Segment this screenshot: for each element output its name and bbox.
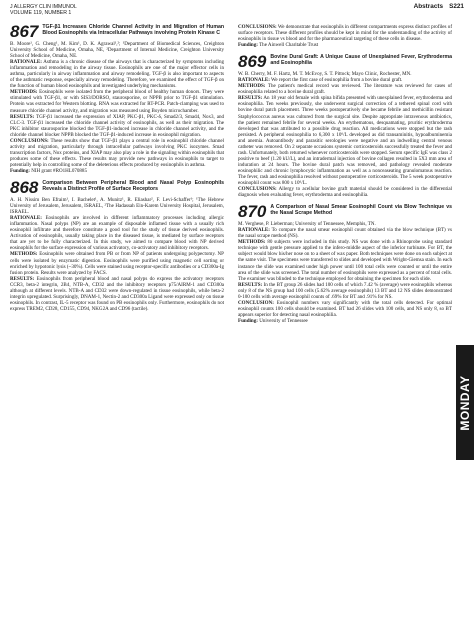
- running-header: [10, 4, 464, 24]
- abstract-section: [238, 95, 452, 186]
- section-text: Asthma is a chronic disease of the airways that is characterized by symptoms including inflammation and remodeling in the airway tissue. Eosinophils are one of the major effector cells in asthma, particularly in airway inflammation and airway remodeling. TGF-β is also important to aspects of the asthmatic response, especially airway remodeling. Therefore, we examined the effect of TGF-β on the function of human blood eosinophils and investigated underlying mechanisms.: [10, 59, 225, 90]
- section-label: METHODS:: [10, 251, 38, 258]
- abstract-section: [238, 239, 452, 281]
- abstract-section: [10, 138, 224, 168]
- section-label: METHODS:: [10, 89, 38, 96]
- abstract-section: [238, 24, 452, 42]
- abstract-section: [238, 42, 452, 48]
- section-text: These results show that TGF-β1 plays a central role in eosinophil chloride channel activity and migration, particularly through intracellular pathways involving PKC isozymes. Smad transcription factors, Nox proteins, and XIAP may also play a role in the signaling within eosinophils that produces some of these effects. These results may provide new pathways in eosinophils to target to potentially help in controlling some of the deleterious effects produced by eosinophils in asthma.: [10, 137, 224, 168]
- abstract-section: [238, 282, 452, 300]
- abstract-section: [10, 251, 224, 275]
- abstract-number: 867: [10, 22, 39, 41]
- section-label: METHODS:: [238, 239, 266, 246]
- section-text: To compare the nasal smear eosinophil count obtained via the blow technique (BT) vs the nasal scrape method (NS).: [238, 227, 453, 240]
- abstract-section: [10, 276, 224, 312]
- section-label: RESULTS:: [238, 95, 263, 102]
- section-text: An 18 year old female with spina bifida presented with unexplained fever, erythroderma and eosinophilia. Ten weeks previously, she underwent surgical correction of a tethered spinal cord with bovine dural patch placement. Three weeks postoperatively she became febrile and methicillin resistant Staphylococcus aureus was cultured from the surgical site. Despite appropriate intravenous antibiotics, the patient remained febrile for several weeks. An erythematous, desquamating, pruritic erythroderma developed that was attributed to a possible drug reaction. All medications were stopped but the rash persisted. A peripheral eosinophilia to 6,300 x 10⁶/L developed as did transaminitis, hypoalbuminemia and anemia. Autoantibody and parasitic serologies were negative and an indwelling central venous catheter was removed. On 2 separate occasions systemic corticosteroids successfully treated the fever and rash. Unfortunately, both returned whenever corticosteroids were stopped. Serum specific IgE was class 2 positive to beef (1.20 kU/L), and an intradermal injection of bovine collagen resulted in 5X3 mm area of induration at 24 hours. The bovine dural patch was removed, and pathology revealed moderate eosinophilic and chronic lymphocytic inflammation as well as a nonceaseating granulomatous reaction. The fever, rash and eosinophilia resolved without postoperative corticosteroids. The 5 week postoperative eosinophil count was 800 x 10⁶/L.: [238, 95, 453, 187]
- section-label: RESULTS:: [10, 275, 35, 282]
- journal-info: [10, 4, 77, 16]
- abstract-section: [238, 318, 452, 324]
- section-text: Allergy to acellular bovine graft material should be considered in the differential diagnosis when evaluating fever, erythroderma and eosinophilia.: [238, 186, 452, 199]
- abstract-authors: W. B. Cherry, M. F. Hartz, M. T. McEvoy, S. T. Pittock; Mayo Clinic, Rochester, MN.: [238, 71, 412, 78]
- section-text: Eosinophil numbers vary significantly with the total cells detected. For optimal eosinophil counts 100 cells should be examined. BT had 26 slides with 100 cells, and NS only 8, so BT appears superior for detecting nasal eosinophilia.: [238, 299, 452, 318]
- section-label: RATIONALE:: [10, 215, 42, 222]
- abstract-section: [238, 300, 452, 318]
- abstract-header: [238, 52, 452, 72]
- abstract-number: 870: [238, 202, 267, 222]
- journal-volume: VOLUME 119, NUMBER 1: [10, 10, 72, 16]
- section-label: Funding:: [10, 167, 30, 174]
- day-tab: [456, 345, 474, 460]
- section-label: RATIONALE:: [10, 59, 42, 66]
- section-text: We report the first case of eosinophilia from a bovine dural graft.: [271, 77, 403, 84]
- page-label: [408, 4, 464, 10]
- abstract-authors: M. Verghese, P. Lieberman; University of Tennessee, Memphis, TN.: [238, 221, 376, 228]
- abstract-header: [10, 178, 224, 198]
- abstract-continued: [238, 24, 452, 48]
- section-label: RESULTS:: [238, 281, 263, 288]
- abstract-title: Comparison Between Peripheral Blood and Nasal Polyp Eosinophils Reveals a Distinct Profile of Surface Receptors: [42, 180, 224, 193]
- abstract-title: TGF-β1 Increases Chloride Channel Activity in and Migration of Human Blood Eosinophils via Intracellular Pathways involving Protein Kinase C: [42, 24, 224, 36]
- section-text: We demonstrate that eosinophils in different compartments express distinct profiles of surface receptors. These different profiles should be kept in mind for the understanding of the activity of eosinophils in tissue vs blood and for the pharmaceutical targeting of these cells in disease.: [238, 24, 453, 43]
- abstract-869: [238, 54, 452, 198]
- section-name: Abstracts: [413, 3, 444, 10]
- section-text: 80 subjects were included in this study. NS was done with a Rhinoprobe using standard technique with gentle pressure applied to the infero-middle aspect of the inferior turbinate. For BT, the subject would blow his/her nose on to a sheet of wax paper. Both techniques were done on each subject at the same visit. The specimens were transferred to slides and developed with Wright-Giemsa stain. In each instance the slide was examined under high power until 100 total cells were counted or until the entire area of the slide was screened. The total number of eosinophils were expressed as a percent of total cells. The examiner was blinded to the technique employed for obtaining the specimen for each slide.: [238, 239, 452, 282]
- section-text: The patient's medical record was reviewed. The literature was reviewed for cases of eosinophilia related to a bovine dural graft.: [238, 83, 452, 96]
- abstract-title: A Comparison of Nasal Smear Eosinophil Count via Blow Technique vs the Nasal Scrape Method: [270, 204, 452, 217]
- section-label: CONCLUSIONS:: [238, 24, 277, 30]
- section-label: RATIONALE:: [238, 77, 270, 84]
- section-label: CONCLUSION:: [238, 299, 274, 306]
- section-text: Eosinophils were isolated from the peripheral blood of healthy human donors. They were stimulated with TGF-β1, or with SIS3/DORSO, staurosporine, or NPPB prior to TGF-β1 stimulation. Protein was extracted for Western blotting. RNA was extracted for RT-PCR. Patch-clamping was used to measure chloride channel activity, and migration was measured using Boyden microchamber.: [10, 89, 224, 114]
- page-number: S221: [449, 3, 464, 10]
- abstract-header: [238, 202, 452, 222]
- section-label: CONCLUSIONS:: [238, 186, 277, 193]
- abstract-section: [10, 114, 224, 138]
- abstract-section: [10, 89, 224, 113]
- section-text: In the BT group 26 slides had 100 cells of which 7.42 % (average) were eosinophils whereas only 8 of the NS group had 100 cells (5.62% average eosinophils) 13 BT and 12 NS slides demonstrated 0-100 cells with average eosinophil counts of .69% for BT and .91% for NS.: [238, 281, 453, 300]
- abstract-number: 869: [238, 52, 267, 72]
- right-column: [238, 24, 452, 330]
- section-label: CONCLUSIONS:: [10, 137, 49, 144]
- section-label: Funding:: [238, 42, 258, 49]
- section-text: TGF-β1 increased the expression of XIAP, PKC-β1, PKC-δ, Smad2/3, Smad4, Nox3, and CLC-3. TGF-β1 increased the chloride channel activity of eosinophils, as well as their migration. The PKC inhibitor staurosporine blocked the TGF-β1-induced increase in chloride channel activity, and the chloride channel blocker NPPB blocked the TGF-β1-induced increase in eosinophil migration.: [10, 113, 224, 138]
- abstract-header: [10, 24, 224, 39]
- section-label: RATIONALE:: [238, 227, 270, 234]
- section-label: RESULTS:: [10, 113, 35, 120]
- section-text: Eosinophils are involved in different inflammatory processes including allergic inflammation. Nasal polyps (NP) are an example of disposable inflamed tissue with a usually rich eosinophil infiltrate and therefore constitute a good tool for the study of tissue derived eosinophils. Activation of eosinophils, usually taking place in the diseased tissue, is mediated by surface receptors that are yet to be fully characterized. In this study, we aimed to compare blood with NP derived eosinophils for the surface expression of various activatory, co-activatory and inhibitory receptors.: [10, 215, 224, 252]
- section-text: University of Tennessee: [259, 317, 308, 324]
- abstract-authors: A. H. Nissim Ben Efraim¹, I. Bachelet¹, A. Munitz¹, R. Eliashar², F. Levi-Schaffer¹; ¹The Hebrew University of Jerusalem, Jerusalem, ISRAEL, ²The Hadassah Ein-Karem University Hospital, Jerusalem, ISRAEL.: [10, 197, 224, 216]
- day-tab-label: MONDAY: [458, 374, 472, 431]
- section-text: Eosinophils from peripheral blood and nasal polyps do express the activatory receptors CCR3, beta-2 integrin, 2B4, NTB-A, CD32 and the inhibitory receptors p75/AIRM-1 and CD300a although at different levels. NTB-A and CD32 were down-regulated in tissue eosinophils, while beta-2 integrin upregulated. Surprisingly, DNAM-1, Nectin-2 and CD300a Ligand were expressed only on tissue eosinophils. In contrast, IL-5 receptor was found on PB eosinophils only. Furthermore, eosinophils do not express TREM2, CD28, CD155, CD94, NKG2A and CD96 (tactile).: [10, 275, 224, 312]
- abstract-authors: B. Moore¹, G. Cheng¹, M. Kim¹, D. K. Agrawal¹,²; ¹Department of Biomedical Sciences, Creighton University School of Medicine, Omaha, NE, ²Department of Internal Medicine, Creighton University School of Medicine, Omaha, NE.: [10, 41, 224, 60]
- section-text: NIH grant #RO1HL070885: [31, 167, 87, 174]
- abstract-number: 868: [10, 178, 39, 198]
- abstract-section: [238, 83, 452, 95]
- section-text: Eosinophils were obtained from PB or from NP of patients undergoing polypectomy. NP cells were isolated by enzymatic digestion. Eosinophils were purified using magnetic cell sorting or enriched by hypotonic lysis (~30%). Cells were stained using receptor-specific antibodies or a CD300a-Ig fusion protein. Results were analyzed by FACS.: [10, 251, 224, 276]
- abstract-section: [238, 227, 452, 239]
- abstract-867: [10, 24, 224, 174]
- abstract-section: [10, 215, 224, 251]
- abstract-section: [10, 168, 224, 174]
- abstract-title: Bovine Dural Graft: A Unique Cause of Unexplained Fever, Erythroderma and Eosinophilia: [270, 54, 452, 67]
- abstract-868: [10, 180, 224, 312]
- abstract-870: [238, 204, 452, 324]
- abstract-section: [238, 186, 452, 198]
- left-column: [10, 24, 224, 318]
- abstract-section: [10, 59, 224, 89]
- journal-name: J ALLERGY CLIN IMMUNOL: [10, 4, 77, 10]
- section-label: Funding:: [238, 317, 258, 324]
- section-text: The Ainwell Charitable Trust: [259, 42, 319, 49]
- section-label: METHODS:: [238, 83, 266, 90]
